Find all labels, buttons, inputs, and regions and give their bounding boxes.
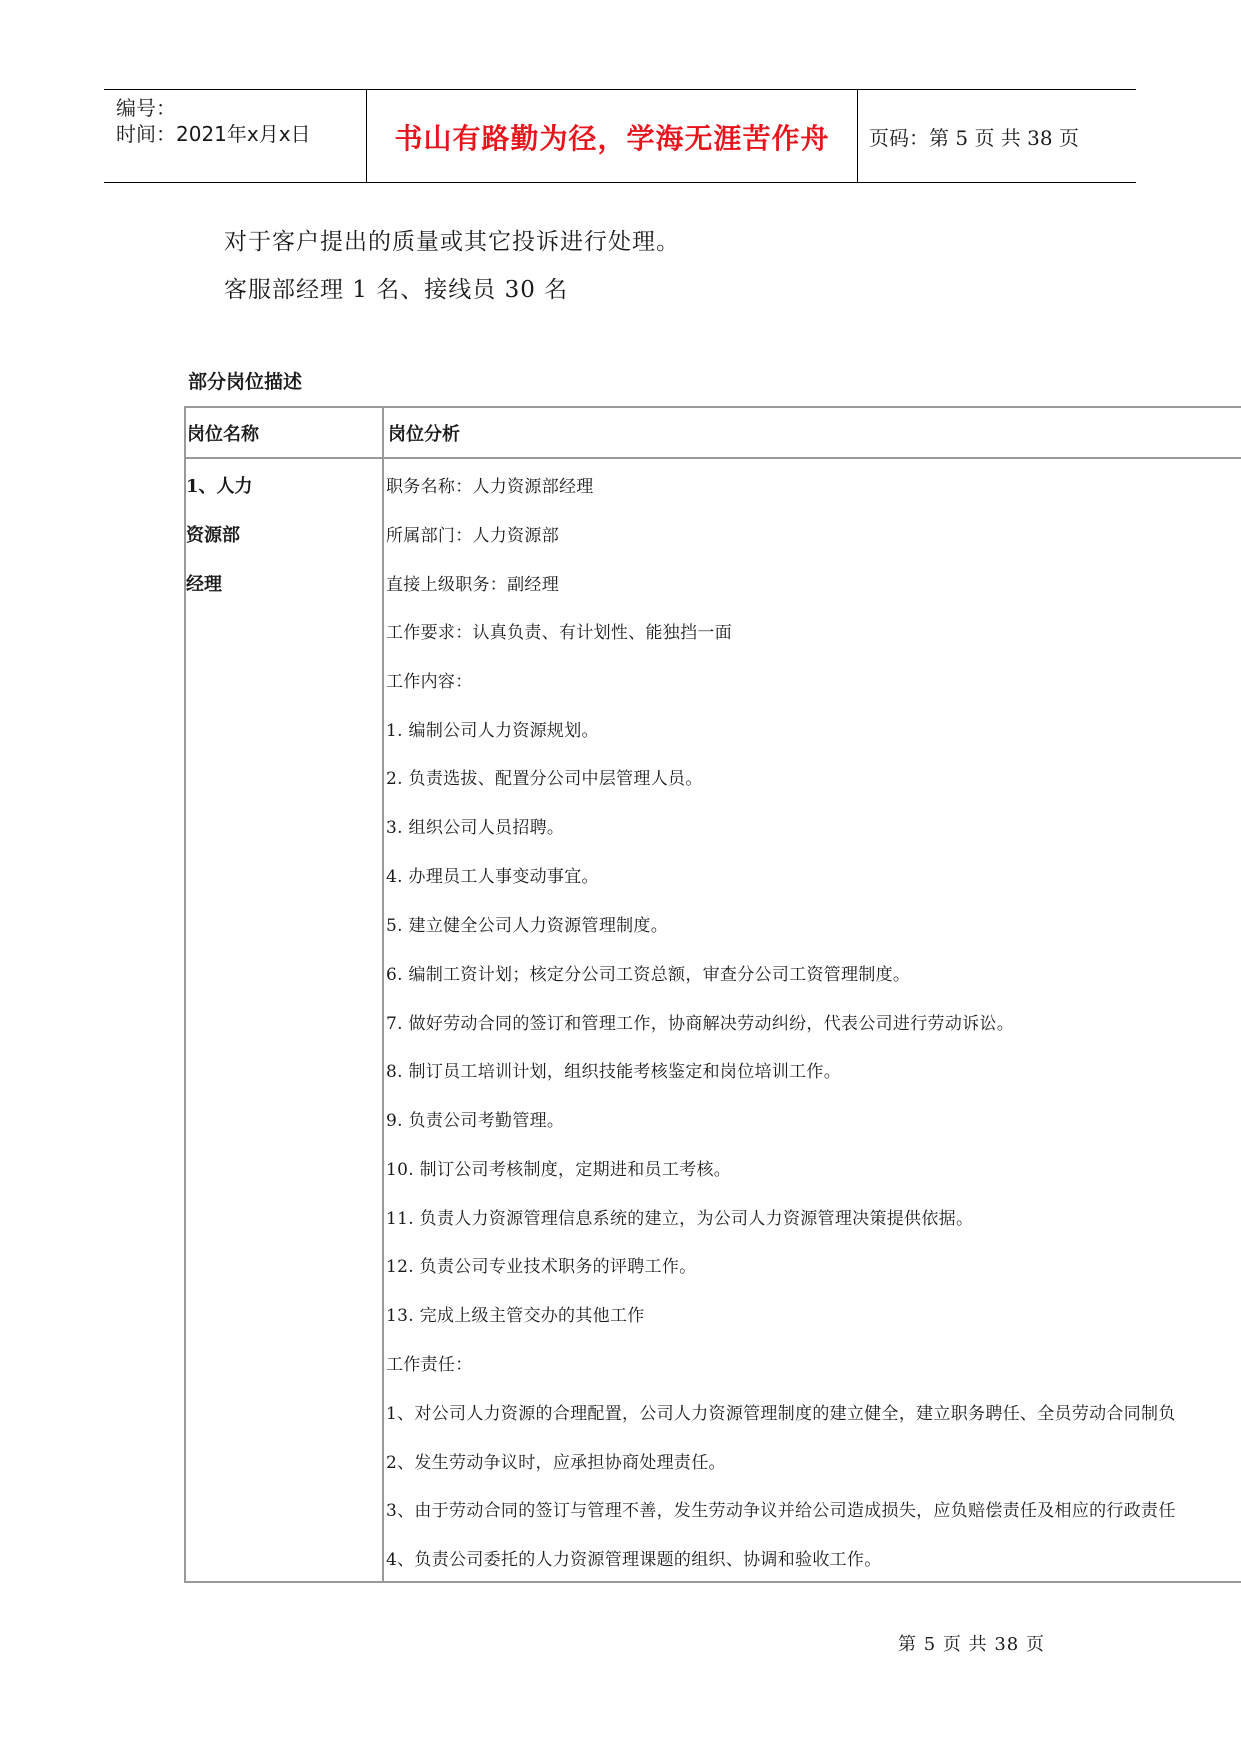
analysis-line: 工作责任：: [386, 1355, 473, 1375]
analysis-line: 13. 完成上级主管交办的其他工作: [386, 1306, 645, 1326]
header-page-info: 页码：第 5 页 共 38 页: [869, 126, 1079, 150]
column-header-position-analysis: 岗位分析: [388, 424, 460, 445]
column-header-position-name: 岗位名称: [187, 424, 259, 445]
analysis-line: 5. 建立健全公司人力资源管理制度。: [386, 916, 669, 936]
analysis-line: 9. 负责公司考勤管理。: [386, 1111, 565, 1131]
analysis-line: 8. 制订员工培训计划，组织技能考核鉴定和岗位培训工作。: [386, 1062, 842, 1082]
position-name-line: 1、人力: [186, 476, 253, 497]
document-number-label: 编号：: [116, 96, 176, 120]
table-border-bottom: [184, 1581, 1241, 1583]
analysis-line: 工作要求：认真负责、有计划性、能独挡一面: [386, 623, 732, 643]
analysis-line: 10. 制订公司考核制度，定期进和员工考核。: [386, 1160, 732, 1180]
table-border-top: [184, 406, 1241, 408]
analysis-line: 7. 做好劳动合同的签订和管理工作，协商解决劳动纠纷，代表公司进行劳动诉讼。: [386, 1014, 1015, 1034]
analysis-line: 2. 负责选拔、配置分公司中层管理人员。: [386, 769, 703, 789]
analysis-line: 1、对公司人力资源的合理配置，公司人力资源管理制度的建立健全，建立职务聘任、全员劳动合同制负: [386, 1404, 1176, 1424]
table-header-divider: [184, 457, 1241, 459]
analysis-line: 所属部门：人力资源部: [386, 526, 559, 546]
paragraph-staffing: 客服部经理 1 名、接线员 30 名: [224, 277, 569, 303]
header-page-cell: [857, 90, 1136, 182]
page-footer: 第 5 页 共 38 页: [898, 1634, 1045, 1655]
job-description-table: [184, 406, 1241, 1583]
analysis-line: 职务名称：人力资源部经理: [386, 477, 594, 497]
analysis-line: 4. 办理员工人事变动事宜。: [386, 867, 599, 887]
analysis-line: 2、发生劳动争议时，应承担协商处理责任。: [386, 1453, 726, 1473]
header-motto-cell: [366, 90, 858, 182]
table-column-divider: [382, 406, 384, 1583]
section-title: 部分岗位描述: [188, 371, 303, 393]
analysis-line: 4、负责公司委托的人力资源管理课题的组织、协调和验收工作。: [386, 1550, 882, 1570]
analysis-line: 12. 负责公司专业技术职务的评聘工作。: [386, 1257, 697, 1277]
page-header: [104, 89, 1136, 183]
analysis-line: 直接上级职务：副经理: [386, 575, 559, 595]
analysis-line: 3. 组织公司人员招聘。: [386, 818, 565, 838]
paragraph-complaints: 对于客户提出的质量或其它投诉进行处理。: [224, 229, 680, 255]
analysis-line: 1. 编制公司人力资源规划。: [386, 721, 599, 741]
analysis-line: 3、由于劳动合同的签订与管理不善，发生劳动争议并给公司造成损失，应负赔偿责任及相应的行政责任: [386, 1501, 1176, 1521]
analysis-line: 11. 负责人力资源管理信息系统的建立，为公司人力资源管理决策提供依据。: [386, 1209, 974, 1229]
position-name-line: 经理: [186, 574, 222, 595]
header-meta-cell: [104, 90, 366, 182]
position-name-line: 资源部: [186, 525, 240, 546]
analysis-line: 6. 编制工资计划；核定分公司工资总额，审查分公司工资管理制度。: [386, 965, 911, 985]
analysis-line: 工作内容：: [386, 672, 473, 692]
header-motto: 书山有路勤为径，学海无涯苦作舟: [394, 122, 830, 155]
document-time-label: 时间：2021年x月x日: [116, 122, 311, 146]
